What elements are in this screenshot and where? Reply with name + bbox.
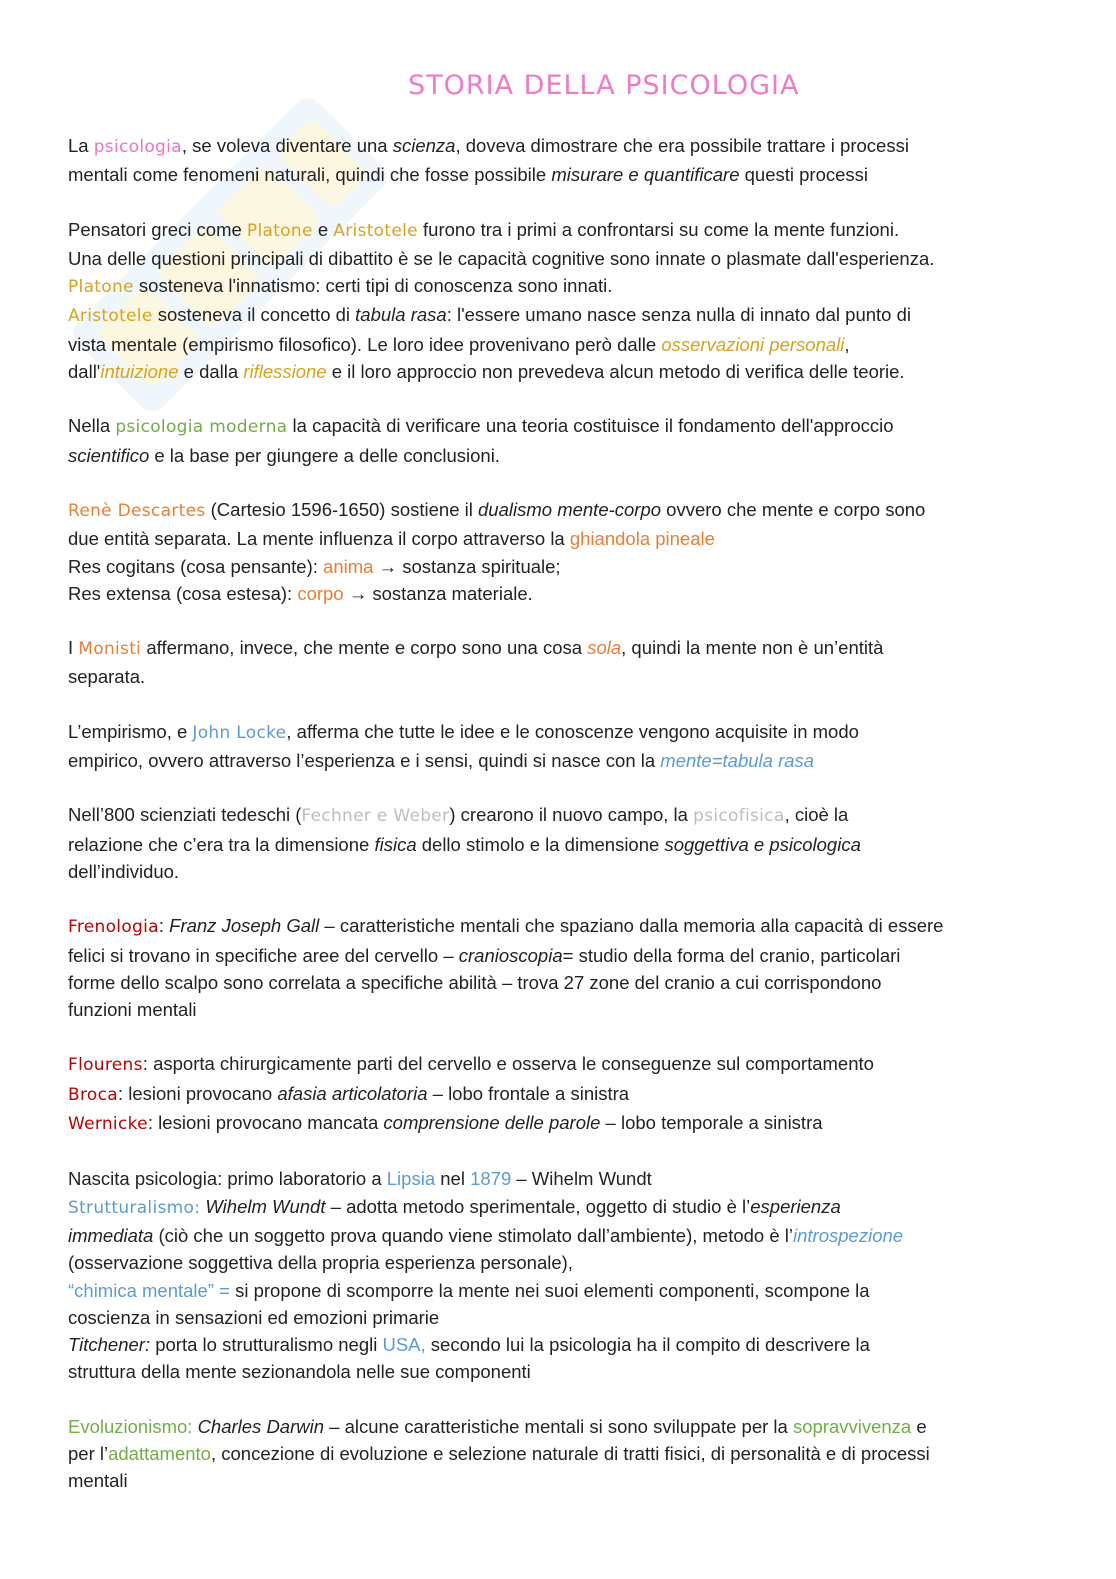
text-run: cranioscopia (458, 944, 563, 966)
text-run: empirico, ovvero attraverso l’esperienza e i sensi, quindi si nasce con la (68, 750, 661, 772)
text-run: immediata (68, 1224, 154, 1246)
text-run: introspezione (793, 1224, 904, 1246)
keyword-john-locke: John Locke (192, 722, 287, 743)
keyword-broca: Broca (68, 1084, 118, 1105)
keyword-monisti: Monisti (78, 639, 142, 660)
text-run: – Wihelm Wundt (511, 1168, 652, 1190)
keyword-flourens: Flourens (68, 1055, 143, 1076)
text-line (68, 912, 1048, 941)
text-run: , doveva dimostrare che era possibile trattare i processi (455, 135, 909, 156)
text-run: Platone (68, 277, 134, 298)
text-line (68, 801, 1048, 830)
text-run: furono tra i primi a confrontarsi su come la mente funzioni. (417, 218, 900, 240)
text-line (68, 580, 1048, 607)
text-run: sola (587, 637, 622, 659)
text-run: si propone di scomporre la mente nei suoi elementi componenti, scompone la (229, 1279, 870, 1301)
text-run: Franz Joseph Gall (169, 915, 320, 937)
page-title: STORIA DELLA PSICOLOGIA (408, 70, 800, 101)
keyword-psicologia-moderna: psicologia moderna (115, 417, 288, 438)
text-line (68, 634, 1048, 663)
text-run: relazione che c’era tra la dimensione (68, 833, 375, 855)
text-run: per l’ (68, 1442, 109, 1464)
paragraph-modern-psychology (68, 412, 1048, 469)
text-run: scienza (392, 135, 456, 156)
text-run: e dalla (178, 361, 244, 383)
text-run: Wihelm Wundt (205, 1195, 326, 1217)
text-line (68, 525, 1048, 552)
keyword-frenologia: Frenologia (68, 917, 159, 938)
text-run: nel (435, 1168, 471, 1190)
text-run: → sostanza materiale. (343, 582, 533, 604)
text-line: forme dello scalpo sono correlata a specifiche abilità – trova 27 zone del cranio a cui corrispondono (68, 971, 882, 993)
text-run: : l'essere umano nasce senza nulla di innato dal punto di (446, 304, 911, 326)
text-line: (osservazione soggettiva della propria esperienza personale), (68, 1252, 573, 1274)
text-run: Nascita psicologia: primo laboratorio a (68, 1168, 387, 1190)
text-run: : lesioni provocano mancata (147, 1112, 384, 1134)
text-run: due entità separata. La mente influenza il corpo attraverso la (68, 528, 570, 550)
text-line (68, 831, 1048, 858)
text-line (68, 747, 1048, 774)
text-line (68, 1440, 1048, 1467)
text-run: , quindi la mente non è un’entità (621, 637, 884, 659)
text-run: Res cogitans (cosa pensante): (68, 555, 324, 577)
text-line (68, 161, 1048, 188)
paragraph-monisti (68, 634, 1048, 691)
text-run: I (68, 637, 79, 659)
text-run: sosteneva il concetto di (152, 304, 356, 326)
text-run: fisica (374, 833, 417, 855)
text-run: L’empirismo, e (68, 720, 193, 742)
text-run: – lobo temporale a sinistra (600, 1112, 823, 1134)
keyword-psicologia: psicologia (93, 137, 182, 157)
text-line (68, 331, 1048, 358)
text-run: sosteneva l'innatismo: certi tipi di conoscenza sono innati. (133, 275, 613, 297)
text-run: affermano, invece, che mente e corpo sono una cosa (141, 637, 588, 659)
text-run: e (312, 218, 334, 240)
text-run: la capacità di verificare una teoria costituisce il fondamento dell'approccio (287, 415, 894, 437)
paragraph-frenologia (68, 912, 1048, 1023)
text-run: Lipsia (386, 1168, 436, 1190)
text-run: porta lo strutturalismo negli (150, 1334, 383, 1356)
text-line (68, 1080, 1048, 1109)
text-run: e la base per giungere a delle conclusioni. (149, 444, 500, 466)
paragraph-evoluzionismo (68, 1413, 1048, 1495)
text-line: dell’individuo. (68, 860, 180, 882)
text-run: Titchener: (68, 1334, 151, 1356)
text-run: 1879 (470, 1168, 512, 1190)
text-line (68, 442, 1048, 469)
text-run: dall' (68, 361, 101, 383)
text-line: separata. (68, 666, 146, 688)
text-line (68, 1413, 1048, 1440)
text-line (68, 1165, 1048, 1192)
keyword-wernicke: Wernicke (68, 1114, 148, 1135)
keyword-descartes: Renè Descartes (68, 500, 206, 521)
text-run: mente=tabula rasa (660, 750, 815, 772)
text-run: afasia articolatoria (277, 1082, 428, 1104)
paragraph-localization (68, 1050, 1048, 1138)
keyword-aristotele: Aristotele (333, 220, 418, 241)
text-run: , se voleva diventare una (181, 135, 393, 156)
text-run: ghiandola pineale (569, 528, 715, 550)
text-line (68, 216, 1048, 245)
text-run: osservazioni personali (661, 333, 845, 355)
text-line (68, 358, 1048, 385)
text-run: riflessione (243, 361, 327, 383)
text-run: – caratteristiche mentali che spaziano dalla memoria alla capacità di essere (319, 915, 944, 937)
text-line (68, 1050, 1048, 1079)
text-run: Charles Darwin (197, 1415, 325, 1437)
text-run: Nella (68, 415, 116, 437)
text-run: : lesioni provocano (117, 1082, 278, 1104)
text-run: – adotta metodo sperimentale, oggetto di studio è l’ (325, 1195, 751, 1217)
text-run: e il loro approccio non prevedeva alcun metodo di verifica delle teorie. (326, 361, 905, 383)
text-run: , afferma che tutte le idee e le conoscenze vengono acquisite in modo (286, 720, 859, 742)
text-run: dello stimolo e la dimensione (416, 833, 665, 855)
text-line (68, 1277, 1048, 1304)
text-line (68, 272, 1048, 301)
text-run: mentali come fenomeni naturali, quindi che fosse possibile (68, 164, 552, 186)
text-line (68, 553, 1048, 580)
text-run: USA, (382, 1334, 426, 1356)
text-run: Pensatori greci come (68, 218, 247, 240)
paragraph-greek-thinkers (68, 216, 1048, 386)
text-run: anima (323, 555, 374, 577)
text-run: Aristotele (68, 306, 153, 327)
text-line (68, 1222, 1048, 1249)
text-run: Nell’800 scienziati tedeschi ( (68, 804, 302, 826)
text-run: “chimica mentale” = (68, 1279, 230, 1301)
text-line (68, 496, 1048, 525)
text-line (68, 132, 1048, 161)
text-run: intuizione (100, 361, 179, 383)
keyword-psicofisica: psicofisica (693, 806, 785, 827)
paragraph-descartes (68, 496, 1048, 607)
text-run: comprensione delle parole (383, 1112, 601, 1134)
text-run: felici si trovano in specifiche aree del cervello – (68, 944, 459, 966)
keyword-fechner-weber: Fechner e Weber (301, 806, 450, 827)
text-run: secondo lui la psicologia ha il compito di descrivere la (425, 1334, 870, 1356)
text-run: dualismo mente-corpo (478, 498, 662, 520)
text-run: Res extensa (cosa estesa): (68, 582, 298, 604)
text-run: , concezione di evoluzione e selezione naturale di tratti fisici, di personalità e di processi (210, 1442, 930, 1464)
text-line (68, 301, 1048, 330)
paragraph-empirismo (68, 718, 1048, 775)
text-line: funzioni mentali (68, 999, 197, 1021)
keyword-platone: Platone (246, 220, 313, 241)
text-run: , (844, 333, 850, 355)
keyword-strutturalismo: Strutturalismo: (68, 1197, 201, 1218)
text-line: Una delle questioni principali di dibattito è se le capacità cognitive sono innate o plasmate dall'esperienza. (68, 247, 935, 269)
text-run: esperienza (750, 1195, 841, 1217)
text-run: vista mentale (empirismo filosofico). Le loro idee provenivano però dalle (68, 333, 662, 355)
text-run: scientifico (68, 444, 150, 466)
text-run: ovvero che mente e corpo sono (661, 498, 926, 520)
text-run: = studio della forma del cranio, particolari (562, 944, 901, 966)
text-run: : (158, 915, 170, 937)
text-run: → sostanza spirituale; (373, 555, 561, 577)
text-run: (ciò che un soggetto prova quando viene stimolato dall’ambiente), metodo è l’ (153, 1224, 794, 1246)
text-run: corpo (297, 582, 344, 604)
text-line: mentali (68, 1470, 128, 1492)
text-line (68, 1331, 1048, 1358)
text-line (68, 412, 1048, 441)
text-run: La (68, 135, 94, 156)
text-line: struttura della mente sezionandola nelle sue componenti (68, 1361, 531, 1383)
text-run: – lobo frontale a sinistra (427, 1082, 630, 1104)
text-run: sopravvivenza (792, 1415, 912, 1437)
keyword-evoluzionismo: Evoluzionismo: (68, 1415, 193, 1437)
text-run: (Cartesio 1596-1650) sostiene il (205, 498, 479, 520)
text-run: misurare e quantificare (551, 164, 740, 186)
text-run: , cioè la (784, 804, 849, 826)
paragraph-psicofisica (68, 801, 1048, 885)
text-run: : asporta chirurgicamente parti del cervello e osserva le conseguenze sul comportamento (142, 1053, 874, 1075)
text-line (68, 1109, 1048, 1138)
text-run: ) crearono il nuovo campo, la (449, 804, 694, 826)
text-run: tabula rasa (355, 304, 447, 326)
text-line (68, 1193, 1048, 1222)
text-line: coscienza in sensazioni ed emozioni primarie (68, 1306, 440, 1328)
text-run: questi processi (739, 164, 869, 186)
text-run: adattamento (108, 1442, 211, 1464)
text-line (68, 718, 1048, 747)
text-line (68, 942, 1048, 969)
paragraph-definition (68, 132, 1048, 189)
text-run: e (911, 1415, 927, 1437)
text-run: soggettiva e psicologica (664, 833, 861, 855)
text-run: – alcune caratteristiche mentali si sono sviluppate per la (324, 1415, 793, 1437)
document-body (68, 132, 1048, 1522)
paragraph-strutturalismo (68, 1165, 1048, 1385)
